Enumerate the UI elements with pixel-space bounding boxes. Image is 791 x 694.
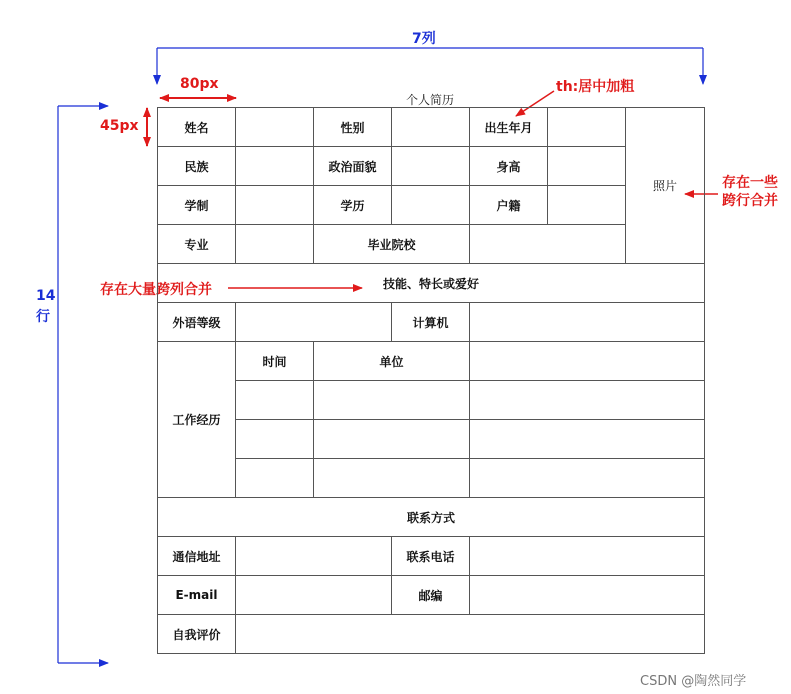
cell-phone-value — [470, 537, 705, 576]
rows-bracket — [58, 106, 108, 663]
cell-birth-value — [548, 108, 626, 147]
cell-computer-label: 计算机 — [392, 303, 470, 342]
cell-political-label: 政治面貌 — [314, 147, 392, 186]
cell-work-time-2 — [236, 420, 314, 459]
cell-self-eval-value — [236, 615, 705, 654]
cell-name-value — [236, 108, 314, 147]
cell-photo: 照片 — [626, 108, 705, 264]
cell-schooling-value — [236, 186, 314, 225]
cell-language-value — [236, 303, 392, 342]
cell-address-label: 通信地址 — [158, 537, 236, 576]
rowspan-note-line2: 跨行合并 — [722, 193, 778, 209]
cell-education-value — [392, 186, 470, 225]
cell-school-label: 毕业院校 — [314, 225, 470, 264]
cell-work-label: 工作经历 — [158, 342, 236, 498]
cell-email-value — [236, 576, 392, 615]
cell-address-value — [236, 537, 392, 576]
rowspan-note-line1: 存在一些 — [722, 175, 778, 191]
cell-height-value — [548, 147, 626, 186]
cell-language-label: 外语等级 — [158, 303, 236, 342]
cell-name-label: 姓名 — [158, 108, 236, 147]
cell-work-time-1 — [236, 381, 314, 420]
table-caption: 个人简历 — [405, 93, 454, 107]
colspan-note-label: 存在大量跨列合并 — [100, 282, 212, 298]
cell-work-unit-3 — [314, 459, 470, 498]
cell-work-desc-1 — [470, 381, 705, 420]
cell-work-time-3 — [236, 459, 314, 498]
cell-skills-header: 技能、特长或爱好 — [158, 264, 705, 303]
watermark: CSDN @陶然同学 — [640, 674, 747, 689]
cell-ethnicity-value — [236, 147, 314, 186]
cell-phone-label: 联系电话 — [392, 537, 470, 576]
cell-household-value — [548, 186, 626, 225]
cell-work-extra — [470, 342, 705, 381]
cell-birth-label: 出生年月 — [470, 108, 548, 147]
resume-table — [157, 107, 705, 654]
cell-contact-header: 联系方式 — [158, 498, 705, 537]
cell-household-label: 户籍 — [470, 186, 548, 225]
cell-major-label: 专业 — [158, 225, 236, 264]
th-note-label: th:居中加粗 — [556, 79, 635, 95]
cell-schooling-label: 学制 — [158, 186, 236, 225]
rows-num-label: 14 — [36, 288, 56, 304]
cell-school-value — [470, 225, 626, 264]
cell-work-unit-2 — [314, 420, 470, 459]
col-width-label: 80px — [180, 76, 219, 92]
cols-label: 7列 — [412, 31, 436, 47]
cell-ethnicity-label: 民族 — [158, 147, 236, 186]
cell-gender-value — [392, 108, 470, 147]
cell-gender-label: 性别 — [314, 108, 392, 147]
cell-unit-header: 单位 — [314, 342, 470, 381]
cell-computer-value — [470, 303, 705, 342]
cell-self-eval-label: 自我评价 — [158, 615, 236, 654]
cell-time-header: 时间 — [236, 342, 314, 381]
cell-work-desc-3 — [470, 459, 705, 498]
cell-postcode-label: 邮编 — [392, 576, 470, 615]
rows-unit-label: 行 — [36, 309, 50, 325]
row-height-label: 45px — [100, 118, 139, 134]
cell-email-label: E-mail — [158, 576, 236, 615]
cell-major-value — [236, 225, 314, 264]
cell-work-unit-1 — [314, 381, 470, 420]
cell-postcode-value — [470, 576, 705, 615]
cell-work-desc-2 — [470, 420, 705, 459]
cell-political-value — [392, 147, 470, 186]
cell-height-label: 身高 — [470, 147, 548, 186]
cell-education-label: 学历 — [314, 186, 392, 225]
